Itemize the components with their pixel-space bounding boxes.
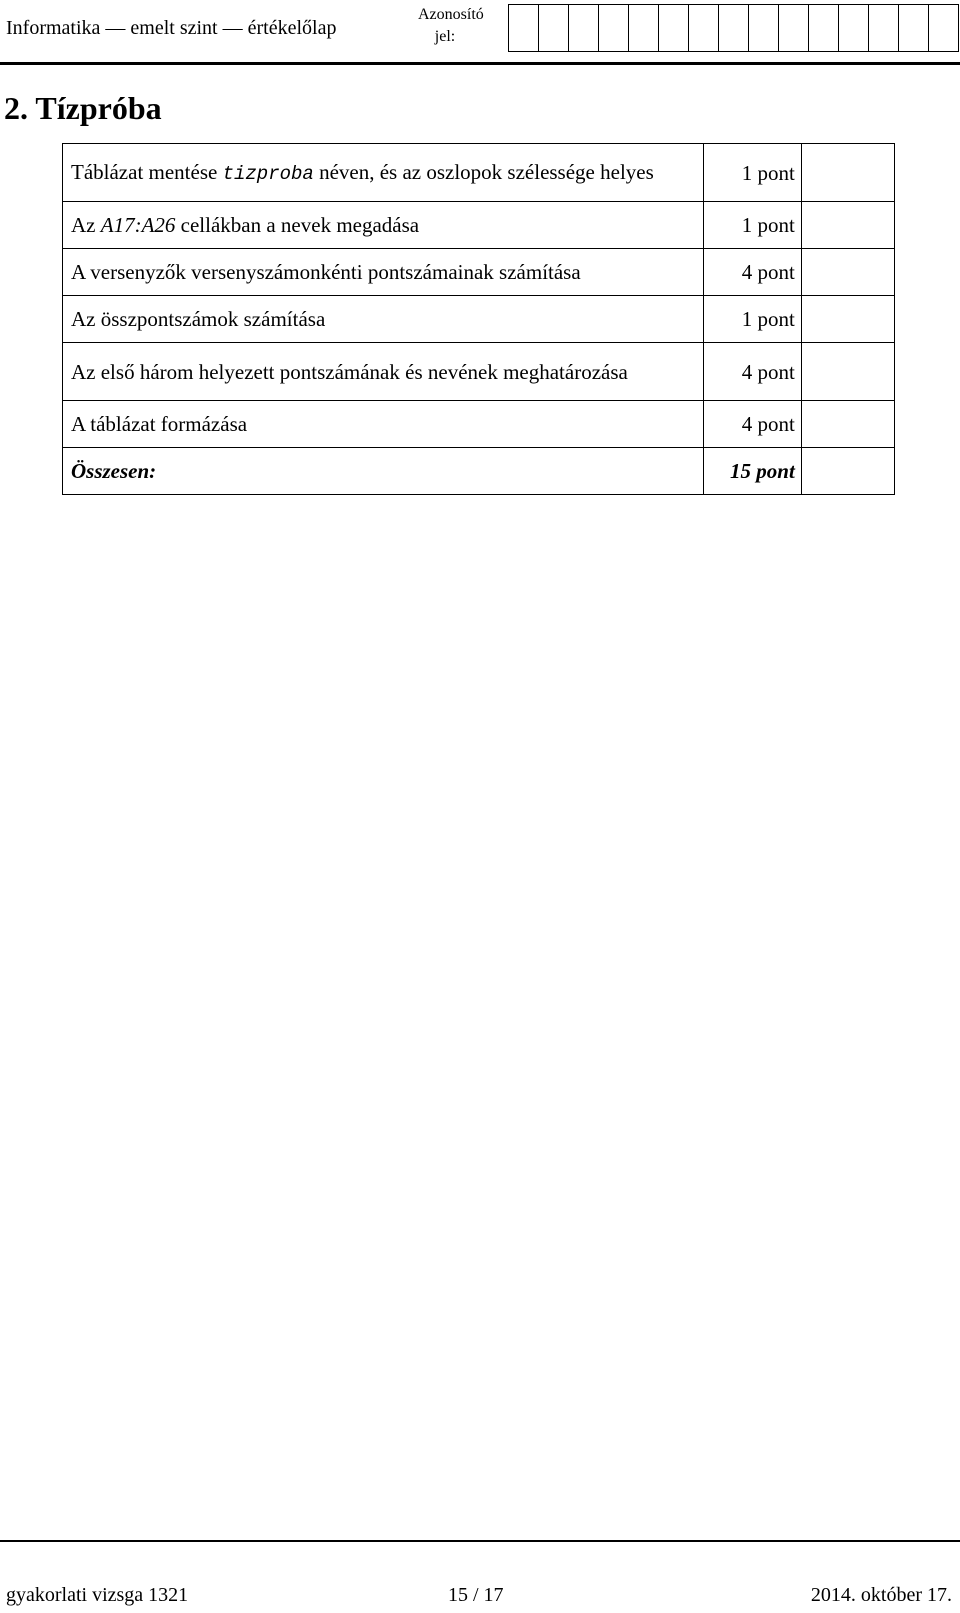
table-row	[63, 144, 895, 202]
table-row	[63, 296, 895, 343]
id-box	[809, 4, 839, 52]
id-label	[418, 4, 484, 48]
id-box	[569, 4, 599, 52]
id-box	[779, 4, 809, 52]
id-box	[749, 4, 779, 52]
id-box	[508, 4, 539, 52]
score-cell	[801, 448, 894, 495]
id-box	[629, 4, 659, 52]
row-description: Az A17:A26 cellákban a nevek megadása	[63, 202, 704, 249]
scoring-table	[62, 143, 895, 495]
total-row	[63, 448, 895, 495]
id-box	[539, 4, 569, 52]
table-row	[63, 343, 895, 401]
row-description: Az összpontszámok számítása	[63, 296, 704, 343]
row-description: A versenyzők versenyszámonkénti pontszámainak számítása	[63, 249, 704, 296]
id-box	[689, 4, 719, 52]
footer-rule	[0, 1540, 960, 1542]
row-points: 4 pont	[703, 343, 801, 401]
id-box	[899, 4, 929, 52]
section-title: 2. Tízpróba	[4, 90, 162, 126]
id-box	[719, 4, 749, 52]
id-box	[869, 4, 899, 52]
row-points: 4 pont	[703, 249, 801, 296]
id-label-line2: jel:	[434, 28, 456, 45]
footer-exam: gyakorlati vizsga 1321	[6, 1584, 189, 1606]
row-description: Táblázat mentése tizproba néven, és az oszlopok szélessége helyes	[63, 144, 704, 202]
score-cell	[801, 249, 894, 296]
id-boxes	[508, 4, 959, 52]
id-box	[599, 4, 629, 52]
score-cell	[801, 296, 894, 343]
footer-date: 2014. október 17.	[810, 1584, 952, 1606]
table-row	[63, 202, 895, 249]
table-row	[63, 249, 895, 296]
row-points: 1 pont	[703, 202, 801, 249]
row-points: 1 pont	[703, 296, 801, 343]
row-points: 4 pont	[703, 401, 801, 448]
id-box	[839, 4, 869, 52]
filename-code: tizproba	[222, 162, 314, 185]
total-label: Összesen:	[63, 448, 704, 495]
footer-page-number: 15 / 17	[448, 1584, 504, 1606]
score-cell	[801, 144, 894, 202]
score-cell	[801, 343, 894, 401]
score-cell	[801, 202, 894, 249]
header-title: Informatika — emelt szint — értékelőlap	[6, 17, 337, 39]
table-row	[63, 401, 895, 448]
id-label-line1: Azonosító	[418, 6, 484, 23]
total-points: 15 pont	[703, 448, 801, 495]
row-description: Az első három helyezett pontszámának és nevének meghatározása	[63, 343, 704, 401]
cell-range: A17:A26	[100, 213, 176, 237]
row-description: A táblázat formázása	[63, 401, 704, 448]
row-points: 1 pont	[703, 144, 801, 202]
id-box	[929, 4, 959, 52]
id-box	[659, 4, 689, 52]
score-cell	[801, 401, 894, 448]
header-rule	[0, 62, 960, 65]
